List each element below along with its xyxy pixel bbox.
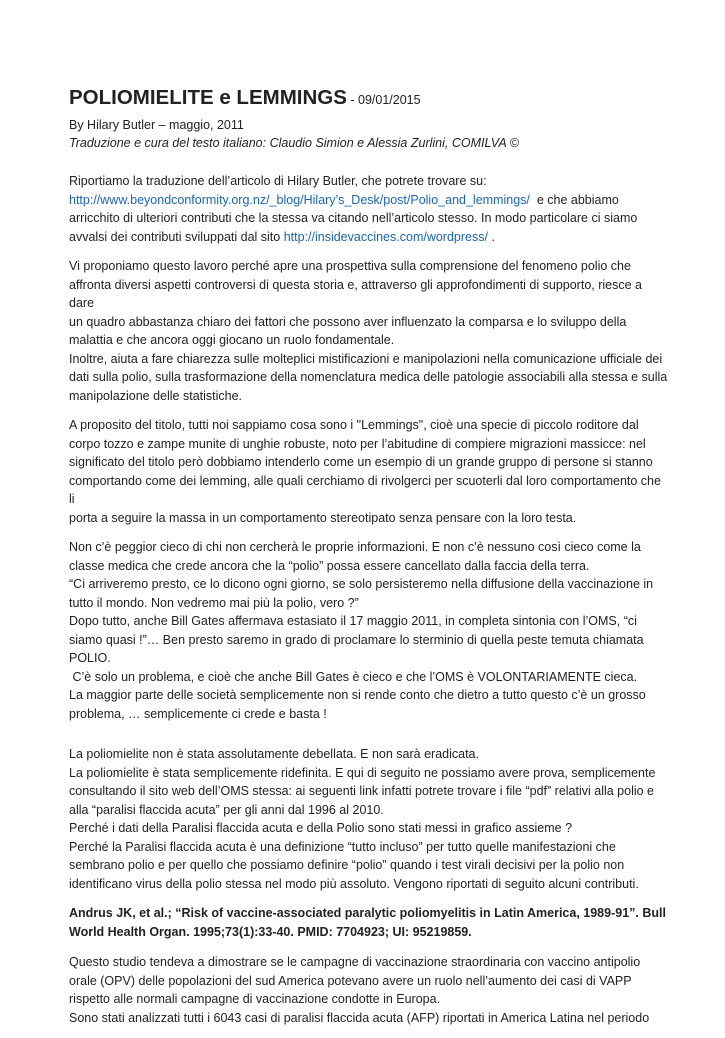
- paragraph-blindness: [69, 538, 669, 723]
- text-line: manipolazione delle statistiche.: [69, 388, 243, 403]
- citation-line: Andrus JK, et al.; “Risk of vaccine-associated paralytic poliomyelitis in Latin America, 1989-91”. Bull: [69, 906, 666, 920]
- text-line: corpo tozzo e zampe munite di unghie robuste, noto per l’abitudine di compiere migrazioni massicce: nel: [69, 436, 646, 451]
- intro-text: avvalsi dei contributi sviluppati dal sito: [69, 229, 284, 244]
- title-line: [69, 86, 669, 112]
- publication-date: - 09/01/2015: [346, 93, 421, 107]
- insidevaccines-link[interactable]: http://insidevaccines.com/wordpress/: [283, 229, 488, 244]
- byline: By Hilary Butler – maggio, 2011: [69, 118, 244, 132]
- text-line: porta a seguire la massa in un comportamento stereotipato senza pensare con la loro testa.: [69, 510, 577, 525]
- text-line: Vi proponiamo questo lavoro perché apre una prospettiva sulla comprensione del fenomeno polio che: [69, 259, 631, 273]
- text-line: comportando come dei lemming, alle quali cerchiamo di rivolgerci per scuoterli dal loro comportamento che li: [69, 473, 661, 506]
- text-line: A proposito del titolo, tutti noi sappiamo cosa sono i "Lemmings", cioè una specie di piccolo roditore dal: [69, 418, 639, 432]
- beyondconformity-link[interactable]: http://www.beyondconformity.org.nz/_blog/Hilary’s_Desk/post/Polio_and_lemmings/: [69, 192, 530, 207]
- paragraph-title-meaning: [69, 416, 669, 527]
- intro-link-line: [69, 228, 669, 247]
- text-line: Sono stati analizzati tutti i 6043 casi di paralisi flaccida acuta (AFP) riportati in America Latina nel periodo: [69, 1010, 650, 1025]
- text-line: alla “paralisi flaccida acuta” per gli anni dal 1996 al 2010.: [69, 802, 384, 817]
- text-line: POLIO.: [69, 651, 111, 665]
- text-line: dati sulla polio, sulla trasformazione della nomenclatura medica delle patologie associabili alla stessa e sulla: [69, 370, 668, 384]
- text-line: “Ci arriveremo presto, ce lo dicono ogni giorno, se solo persisteremo nella diffusione della vaccinazione in: [69, 577, 654, 591]
- page-title: POLIOMIELITE e LEMMINGS: [69, 86, 347, 109]
- text-line: problema, … semplicemente ci crede e basta !: [69, 706, 327, 721]
- text-line: significato del titolo però dobbiamo intenderlo come un esempio di un grande gruppo di persone si stanno: [69, 455, 653, 469]
- intro-paragraph: [69, 172, 669, 246]
- paragraph-purpose: [69, 257, 669, 405]
- intro-text: arricchito di ulteriori contributi che la stessa va citando nell’articolo stesso. In modo particolare ci siamo: [69, 211, 638, 225]
- text-line: siamo quasi !”… Ben presto saremo in grado di proclamare lo sterminio di quella peste temuta chiamata: [69, 632, 644, 647]
- text-line: malattia e che ancora oggi giocano un ruolo fondamentale.: [69, 333, 395, 347]
- intro-text: e che abbiamo: [529, 192, 619, 207]
- text-line: Perché la Paralisi flaccida acuta è una definizione “tutto incluso” per tutto quelle manifestazioni che: [69, 839, 616, 854]
- text-line: sembrano polio e per quello che possiamo definire “polio” quando i test virali decisivi per la polio non: [69, 858, 625, 872]
- text-line: consultando il sito web dell’OMS stessa: ai seguenti link infatti potrete trovare i file “pdf” relativi alla polio e: [69, 784, 655, 798]
- document-page: [69, 86, 669, 1038]
- text-line: La poliomielite non è stata assolutamente debellata. E non sarà eradicata.: [69, 747, 479, 761]
- text-line: tutto il mondo. Non vedremo mai più la polio, vero ?”: [69, 595, 359, 610]
- text-line: classe medica che crede ancora che la “polio” possa essere cancellato dalla faccia della terra.: [69, 558, 590, 573]
- text-line: rispetto alle normali campagne di vaccinazione condotte in Europa.: [69, 992, 441, 1006]
- text-line: La maggior parte delle società semplicemente non si rende conto che dietro a tutto questo c’è un grosso: [69, 688, 646, 702]
- intro-text: Riportiamo la traduzione dell’articolo di Hilary Butler, che potrete trovare su:: [69, 174, 487, 188]
- paragraph-study: [69, 953, 669, 1027]
- paragraph-redefinition: [69, 745, 669, 893]
- translation-credits: Traduzione e cura del testo italiano: Claudio Simion e Alessia Zurlini, COMILVA ©: [69, 136, 519, 150]
- text-line: un quadro abbastanza chiaro dei fattori che possono aver influenzato la comparsa e lo sviluppo della: [69, 314, 627, 329]
- citation-reference: [69, 904, 669, 941]
- citation-line: World Health Organ. 1995;73(1):33-40. PMID: 7704923; UI: 95219859.: [69, 924, 472, 939]
- text-line: Dopo tutto, anche Bill Gates affermava estasiato il 17 maggio 2011, in completa sintonia con l’OMS, “ci: [69, 614, 637, 628]
- intro-link-line: [69, 191, 669, 210]
- text-line: Questo studio tendeva a dimostrare se le campagne di vaccinazione straordinaria con vaccino antipolio: [69, 955, 641, 969]
- text-line: Inoltre, aiuta a fare chiarezza sulle molteplici mistificazioni e manipolazioni nella comunicazione ufficiale dei: [69, 351, 663, 366]
- text-line: Perché i dati della Paralisi flaccida acuta e della Polio sono stati messi in grafico assieme ?: [69, 821, 573, 835]
- intro-text: .: [487, 229, 495, 244]
- text-line: affronta diversi aspetti controversi di questa storia e, attraverso gli approfondimenti di supporto, riesce a dare: [69, 277, 642, 310]
- text-line: La poliomielite è stata semplicemente ridefinita. E qui di seguito ne possiamo avere prova, semplicemente: [69, 765, 656, 780]
- text-line: identificano virus della polio stessa nel modo più assoluto. Vengono riportati di seguito alcuni contributi.: [69, 876, 639, 891]
- text-line: C’è solo un problema, e cioè che anche Bill Gates è cieco e che l’OMS è VOLONTARIAMENTE cieca.: [69, 669, 638, 684]
- text-line: orale (OPV) delle popolazioni del sud America potevano avere un ruolo nell’aumento dei casi di VAPP: [69, 973, 632, 988]
- text-line: Non c’è peggior cieco di chi non cercherà le proprie informazioni. E non c’è nessuno così cieco come la: [69, 540, 641, 554]
